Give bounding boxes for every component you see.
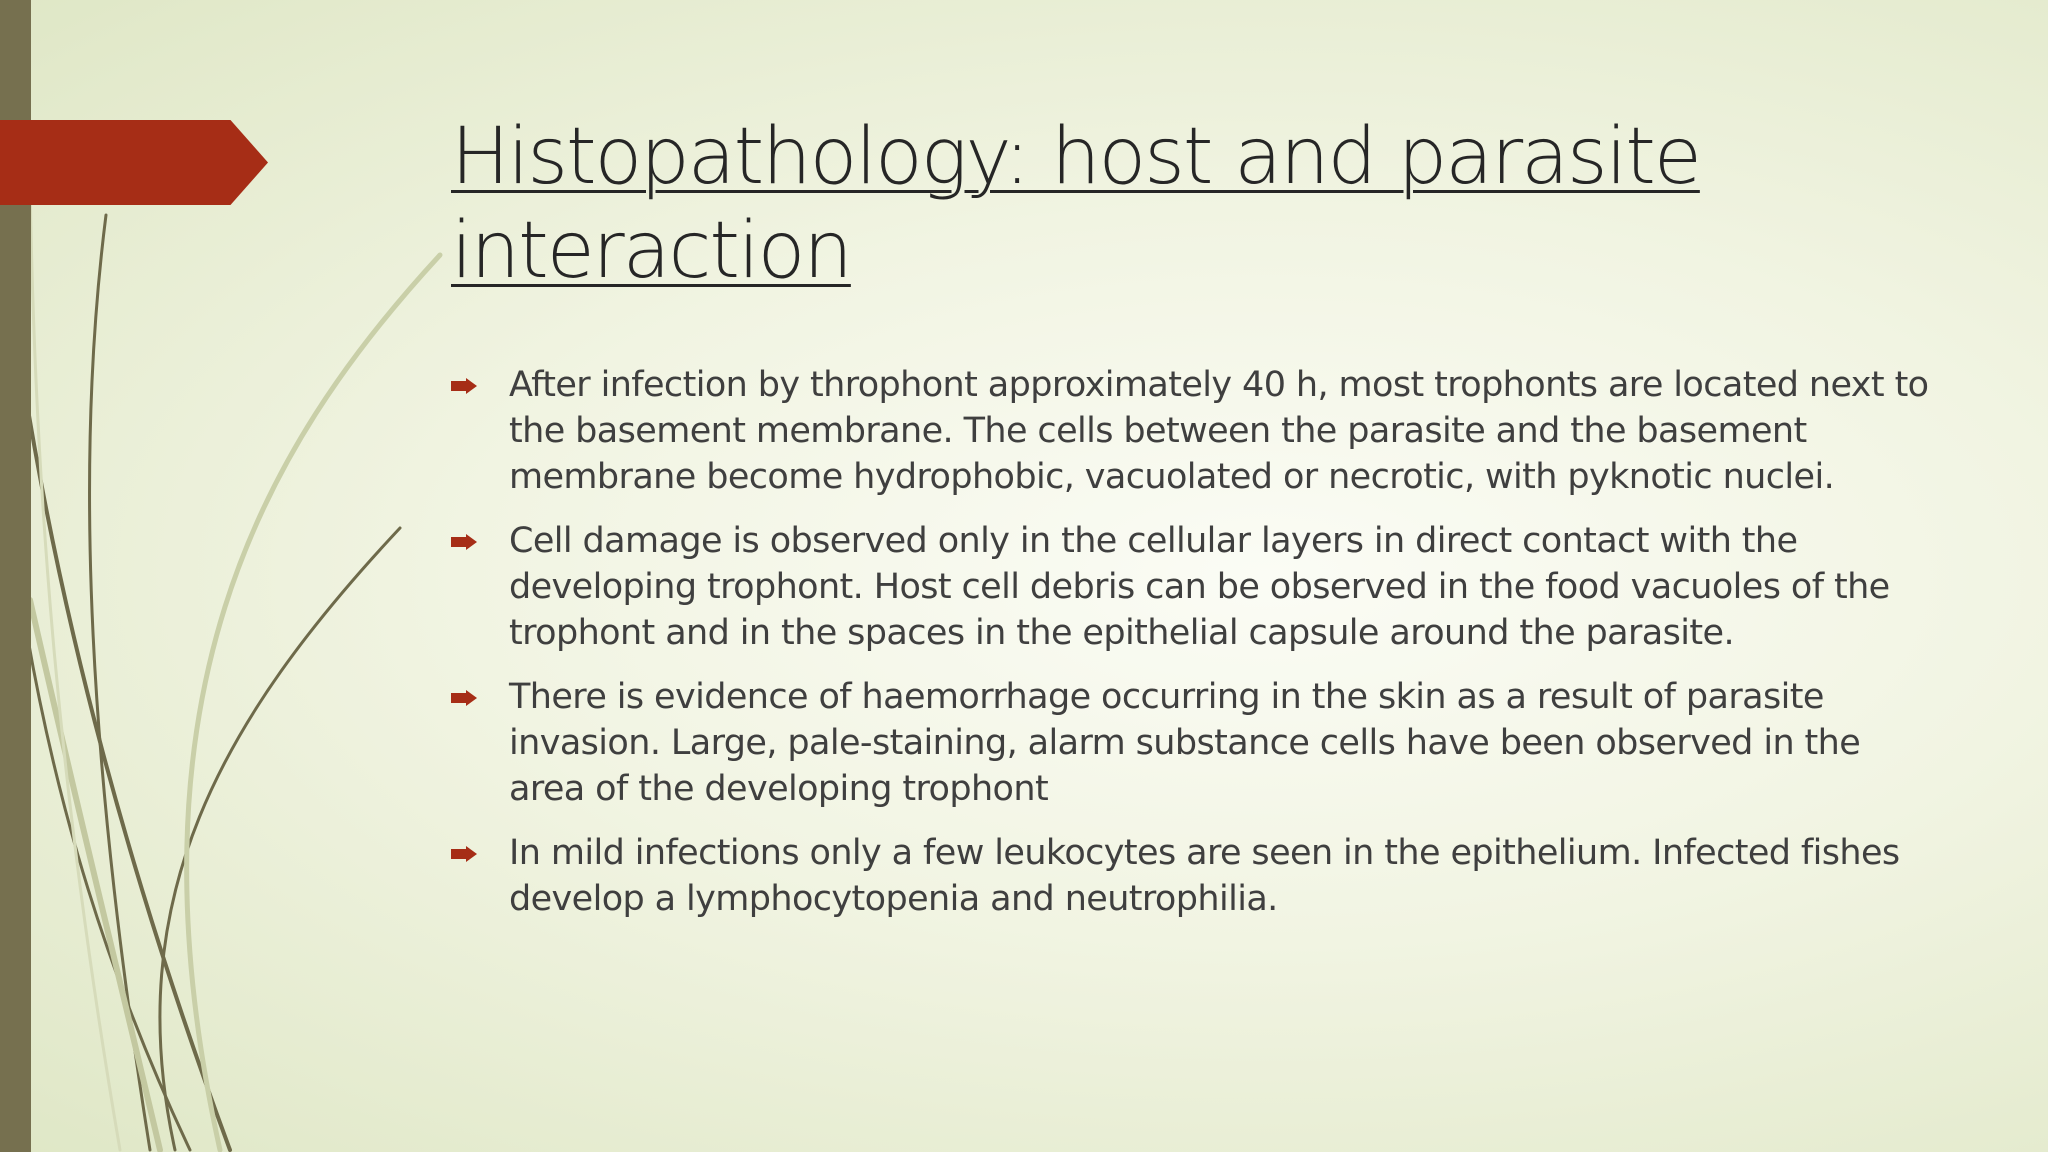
slide-title: Histopathology: host and parasite interaction — [451, 112, 1700, 296]
bullet-text: In mild infections only a few leukocytes are seen in the epithelium. Infected fishes develop a lymphocytopenia and neutrophilia. — [509, 833, 1900, 919]
bullet-text: After infection by throphont approximately 40 h, most trophonts are located next to the basement membrane. The cells between the parasite and the basement membrane become hydrophobic, vacuolated or necrotic, with pyknotic nuclei. — [509, 365, 1929, 497]
bullet-text: There is evidence of haemorrhage occurring in the skin as a result of parasite invasion. Large, pale-staining, alarm substance cells have been observed in the area of the developing trophont — [509, 677, 1861, 809]
arrow-bullet-icon — [451, 846, 477, 862]
bullet-text: Cell damage is observed only in the cellular layers in direct contact with the developing trophont. Host cell debris can be observed in the food vacuoles of the trophont and in the spaces in the epithelial capsule around the parasite. — [509, 521, 1890, 653]
arrow-bullet-icon — [451, 378, 477, 394]
title-arrow-tab — [0, 120, 268, 205]
bullet-item — [451, 830, 1931, 922]
bullet-list — [451, 362, 1931, 940]
bullet-item — [451, 362, 1931, 500]
arrow-bullet-icon — [451, 690, 477, 706]
bullet-item — [451, 518, 1931, 656]
bullet-item — [451, 674, 1931, 812]
arrow-bullet-icon — [451, 534, 477, 550]
